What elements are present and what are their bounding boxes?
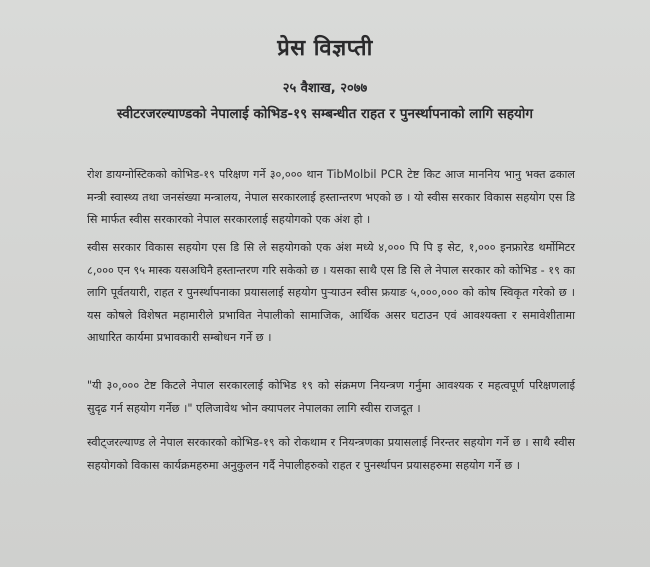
paragraph-1: रोश डायग्नोस्टिकको कोभिड-१९ परिक्षण गर्ने ३०,००० थान TibMolbil PCR टेष्ट किट आज माननिय भानु भक्त ढकाल मन्त्री स्वास्थ्य तथा जनसंख्या मन्त्रालय, नेपाल सरकारलाई हस्तान्तरण भएको छ । यो स्वीस सरकार विकास सहयोग एस डि सि मार्फत स्वीस सरकारको नेपाल सरकारलाई सहयोगको एक अंश हो । [87, 168, 575, 226]
paragraph-3: "यी ३०,००० टेष्ट किटले नेपाल सरकारलाई कोभिड १९ को संक्रमण नियन्त्रण गर्नुमा आवश्यक र महत्वपूर्ण परिक्षणलाई सुदृढ गर्न सहयोग गर्नेछ ।" एलिजावेथ भोन क्यापलर नेपालका लागि स्वीस राजदूत । [87, 379, 575, 415]
document-title: प्रेस विज्ञप्ती [277, 36, 373, 61]
document-subtitle: स्वीटरजरल्याण्डको नेपालाई कोभिड-१९ सम्बन्धीत राहत र पुनर्स्थापनाको लागि सहयोग [117, 106, 533, 122]
document-date: २५ वैशाख, २०७७ [282, 81, 368, 96]
paragraph-4: स्वीट्जरल्याण्ड ले नेपाल सरकारको कोभिड-१९ को रोकथाम र नियन्त्रणका प्रयासलाई निरन्तर सहयोग गर्ने छ । साथै स्वीस सहयोगको विकास कार्यक्रमहरुमा अनुकुलन गर्दै नेपालीहरुको राहत र पुनर्स्थापन प्रयासहरुमा सहयोग गर्ने छ । [87, 436, 575, 472]
paragraph-2: स्वीस सरकार विकास सहयोग एस डि सि ले सहयोगको एक अंश मध्ये ४,००० पि पि इ सेट, १,००० इनफ्रारेड थर्मोमिटर ८,००० एन ९५ मास्क यसअघिनै हस्तान्तरण गरि सकेको छ । यसका साथै एस डि सि ले नेपाल सरकार को कोभिड - १९ का लागि पूर्वतयारी, राहत र पुनर्स्थापनाका प्रयासलाई सहयोग पुर्‍याउन स्वीस फ्रयाङ ५,०००,००० को कोष स्विकृत गरेको छ । यस कोषले विशेषत महामारीले प्रभावित नेपालीको सामाजिक, आर्थिक असर घटाउन एवं आवश्यक्ता र समावेशीतामा आधारित कार्यमा प्रभावकारी सम्बोधन गर्ने छ । [87, 241, 575, 344]
